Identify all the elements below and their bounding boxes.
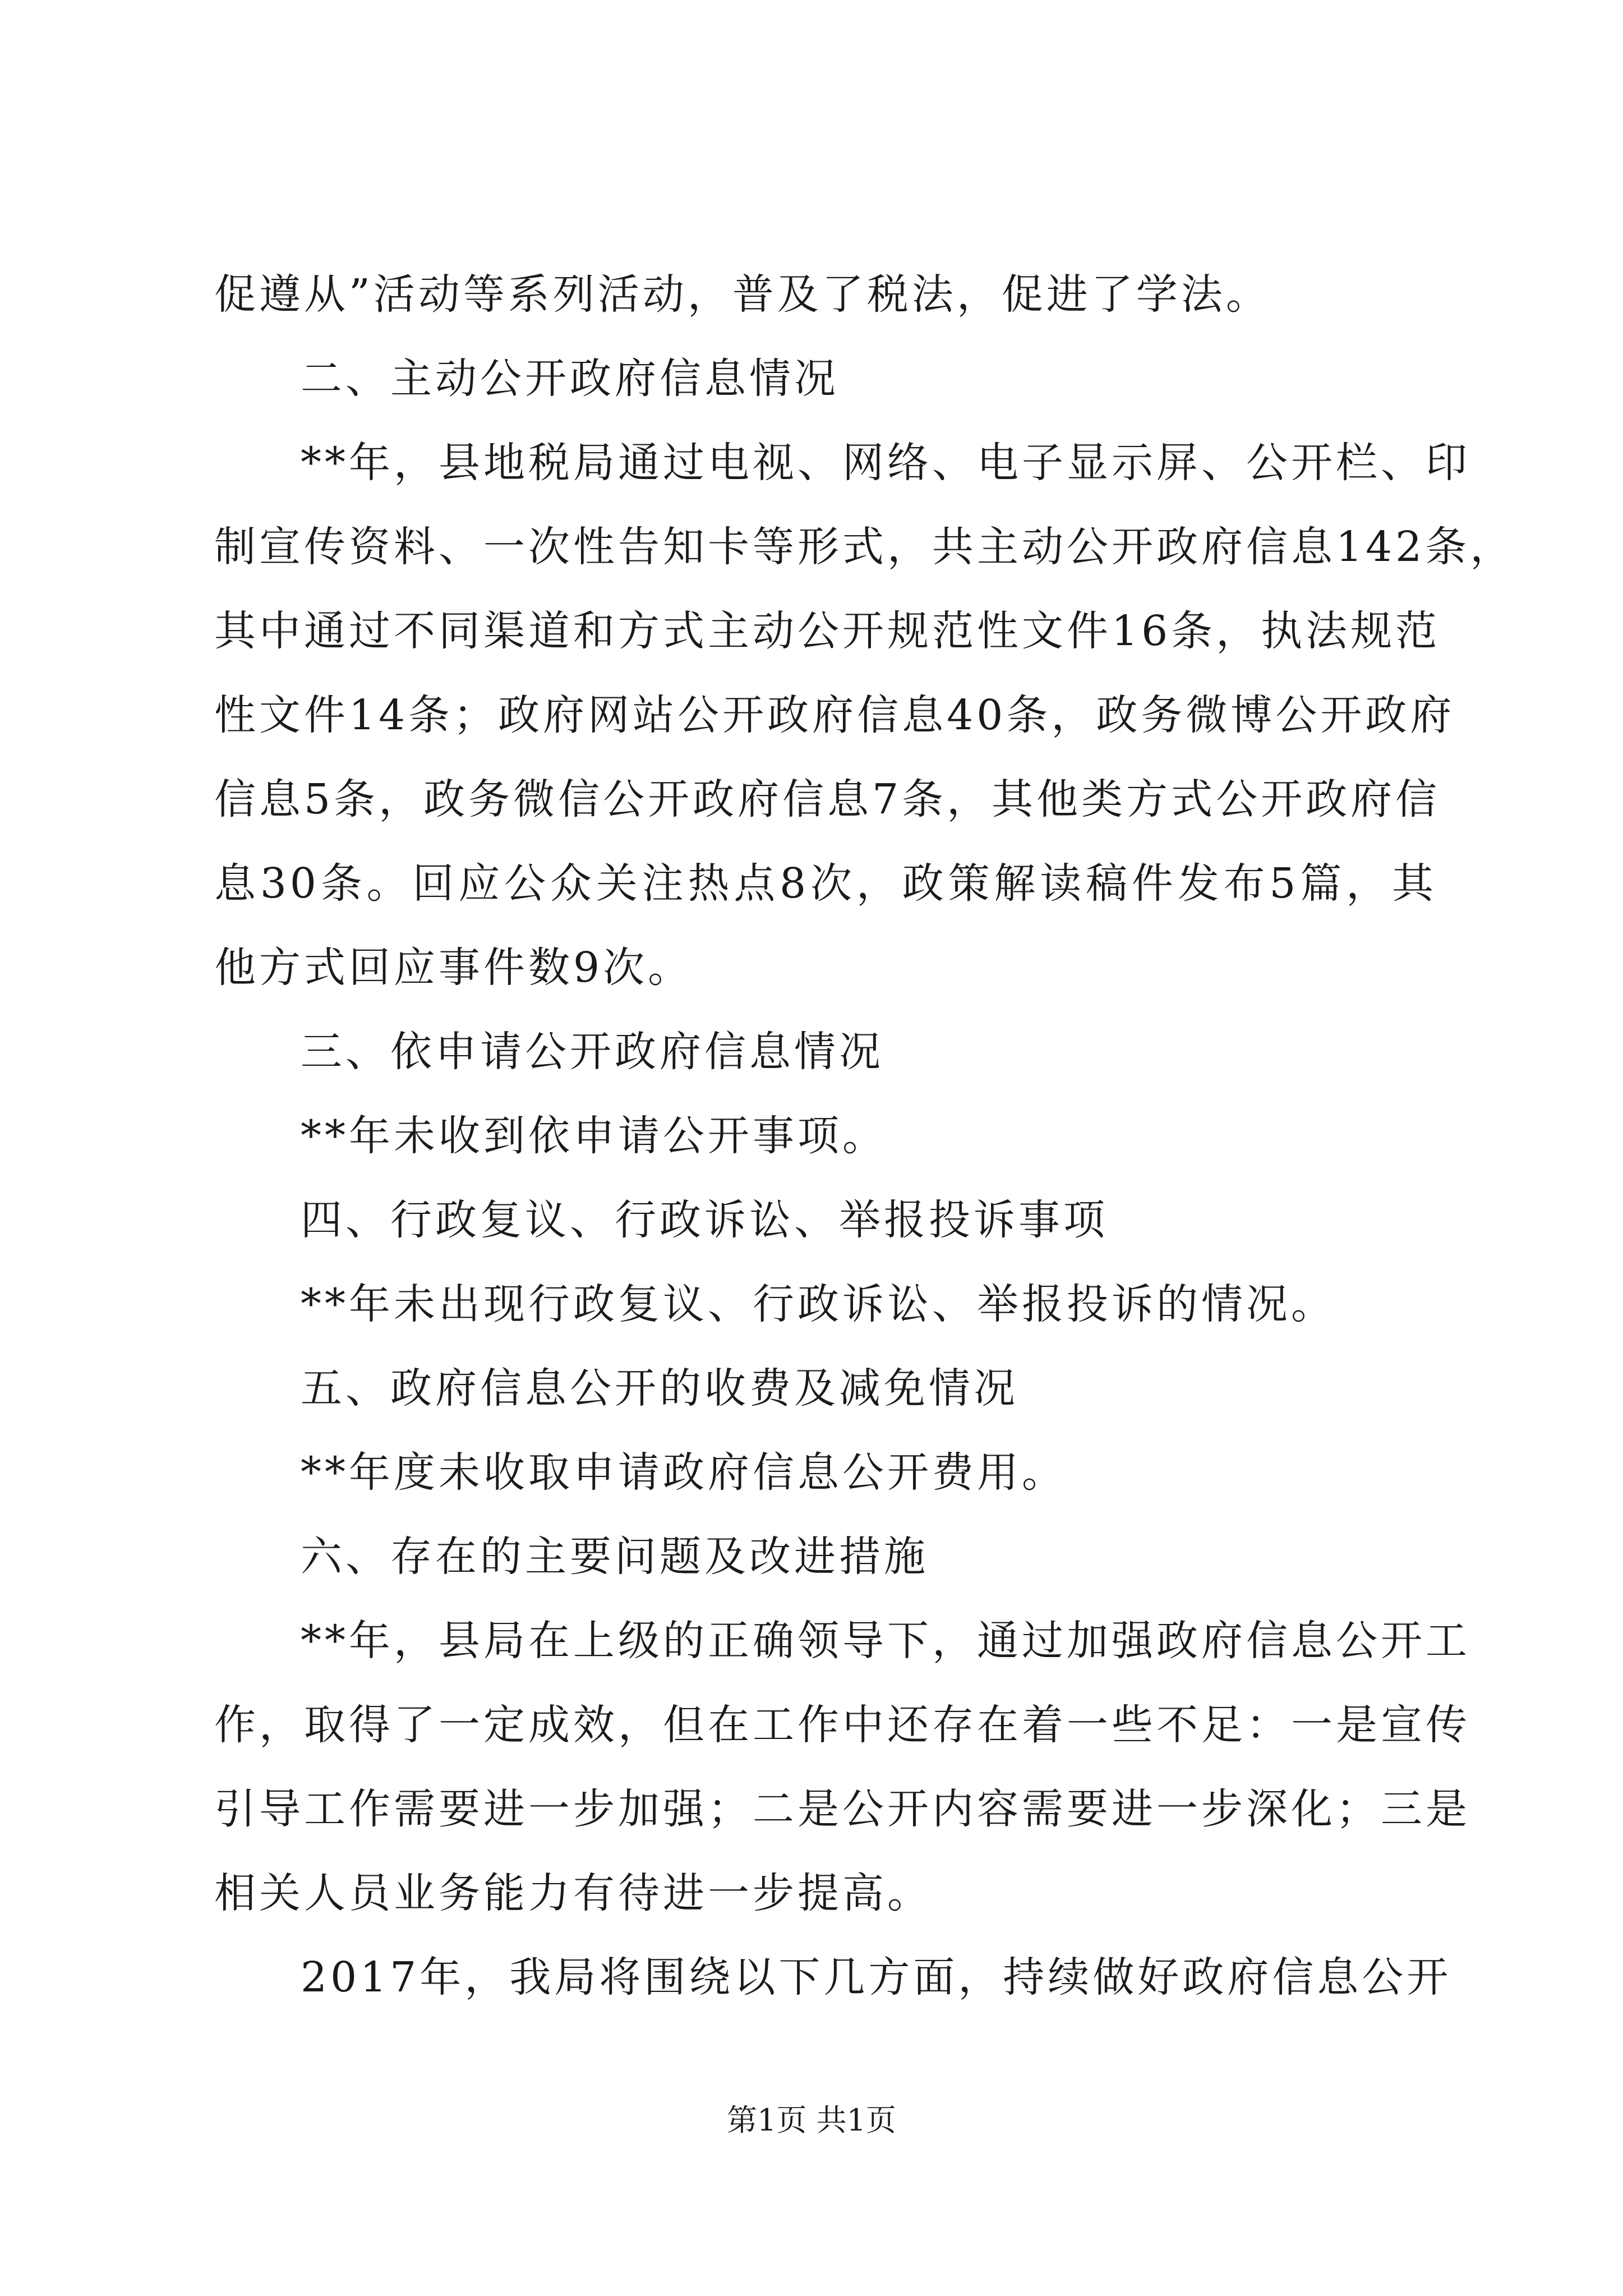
page-number-footer: 第1页 共1页 <box>727 2102 896 2138</box>
text-line: **年未出现行政复议、行政诉讼、举报投诉的情况。 <box>301 1280 1336 1328</box>
text-line: 2017年，我局将围绕以下几方面，持续做好政府信息公开 <box>301 1953 1452 2001</box>
text-line: 作，取得了一定成效，但在工作中还存在着一些不足：一是宣传 <box>214 1701 1470 1749</box>
section-heading: 四、行政复议、行政诉讼、举报投诉事项 <box>301 1196 1108 1244</box>
text-line: **年，县地税局通过电视、网络、电子显示屏、公开栏、印 <box>301 439 1470 487</box>
section-heading: 二、主动公开政府信息情况 <box>301 355 839 403</box>
text-line: 息30条。回应公众关注热点8次，政策解读稿件发布5篇，其 <box>214 859 1437 908</box>
document-body <box>214 252 1515 2019</box>
text-line: 相关人员业务能力有待进一步提高。 <box>214 1869 932 1917</box>
text-line: 促遵从”活动等系列活动，普及了税法，促进了学法。 <box>214 270 1271 319</box>
text-line: 他方式回应事件数9次。 <box>214 944 693 992</box>
text-line: **年，县局在上级的正确领导下，通过加强政府信息公开工 <box>301 1617 1470 1665</box>
section-heading: 三、依申请公开政府信息情况 <box>301 1028 884 1076</box>
text-line: 制宣传资料、一次性告知卡等形式，共主动公开政府信息142条， <box>214 523 1515 571</box>
text-line: **年未收到依申请公开事项。 <box>301 1112 887 1160</box>
section-heading: 六、存在的主要问题及改进措施 <box>301 1533 929 1581</box>
text-line: **年度未收取申请政府信息公开费用。 <box>301 1448 1067 1497</box>
text-line: 性文件14条；政府网站公开政府信息40条，政务微博公开政府 <box>214 691 1455 739</box>
text-line: 其中通过不同渠道和方式主动公开规范性文件16条，执法规范 <box>214 607 1441 655</box>
text-line: 信息5条，政务微信公开政府信息7条，其他类方式公开政府信 <box>214 775 1441 823</box>
section-heading: 五、政府信息公开的收费及减免情况 <box>301 1364 1018 1412</box>
text-line: 引导工作需要进一步加强；二是公开内容需要进一步深化；三是 <box>214 1785 1470 1833</box>
